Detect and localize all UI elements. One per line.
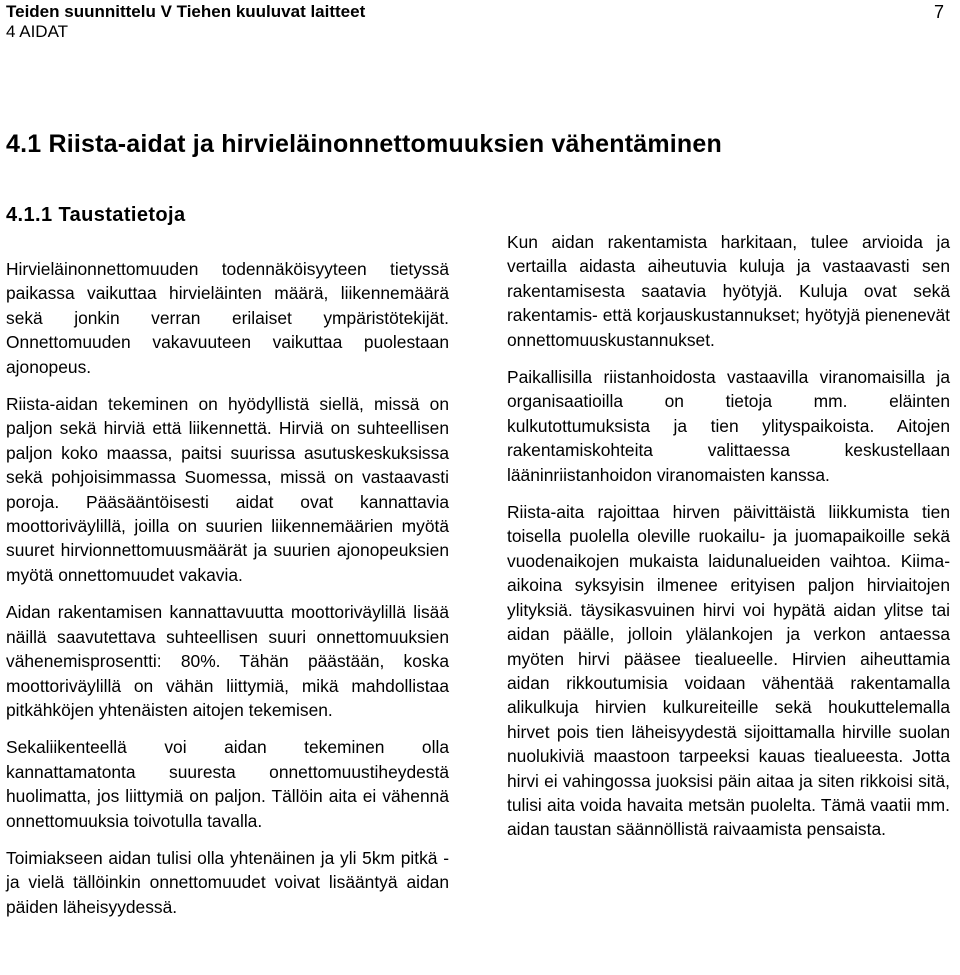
subsection-title: 4.1.1 Taustatietoja xyxy=(6,204,186,226)
paragraph: Riista-aita rajoittaa hirven päivittäistä liikkumista tien toisella puolella oleville ruokailu- ja juomapaikoille sekä vuodenaikojen mukaista laidunalueiden vaihtoa. Kiima-aikoina syksyisin ilmenee erityisen paljon hirviaitojen ylityksiä. täysikasvuinen hirvi voi hypätä aidan ylitse tai aidan päälle, jolloin ylälankojen ja verkon antaessa myöten hirvi pääsee tiealueelle. Hirvien aiheuttamia aidan rikkoutumisia voidaan vähentää rakentamalla alikulkuja hirvien kulkureiteille sekä houkuttelemalla hirvet pois tien läheisyydestä sijoittamalla hirville suolan nuolukiviä maastoon tarpeeksi kauas tiealueesta. Jotta hirvi ei vahingossa juoksisi päin aitaa ja siten rikkoisi sitä, tulisi aita voida havaita metsän puolelta. Tämä vaatii mm. aidan taustan säännöllistä raivaamista pensaista. xyxy=(507,502,950,840)
section-title: 4.1 Riista-aidat ja hirvieläinonnettomuuksien vähentäminen xyxy=(6,130,722,158)
paragraph: Aidan rakentamisen kannattavuutta moottoriväylillä lisää näillä saavutettava suhteellisen suuri onnettomuuksien vähenemisprosentti: 80%. Tähän päästään, koska moottoriväylillä on vähän liittymiä, mikä mahdollistaa pitkähköjen yhtenäisten aitojen tekemisen. xyxy=(6,602,449,720)
paragraph: Riista-aidan tekeminen on hyödyllistä siellä, missä on paljon sekä hirviä että liikennettä. Hirviä on suhteellisen paljon koko maassa, paitsi suurissa asutuskeskuksissa sekä pohjoisimmassa Suomessa, missä on vastaavasti poroja. Pääsääntöisesti aidat ovat kannattavia moottoriväylillä, joilla on suurien liikennemäärien myötä suuret hirvionnettomuusmäärät ja suurien ajonopeuksien myötä onnettomuudet vakavia. xyxy=(6,394,449,585)
paragraph: Sekaliikenteellä voi aidan tekeminen olla kannattamatonta suuresta onnettomuustiheydestä huolimatta, jos liittymiä on paljon. Tällöin aita ei vähennä onnettomuuksia toivotulla tavalla. xyxy=(6,737,449,831)
header-document-title: Teiden suunnittelu V Tiehen kuuluvat laitteet xyxy=(6,2,366,21)
paragraph: Toimiakseen aidan tulisi olla yhtenäinen ja yli 5km pitkä - ja vielä tällöinkin onnettomuudet voivat lisääntyä aidan päiden läheisyydessä. xyxy=(6,847,449,917)
paragraph: Hirvieläinonnettomuuden todennäköisyyteen tietyssä paikassa vaikuttaa hirvieläinten määrä, liikennemäärä sekä jonkin verran erilaiset ympäristötekijät. Onnettomuuden vakavuuteen vaikuttaa puolestaan ajonopeus. xyxy=(6,259,449,377)
page-number: 7 xyxy=(933,2,944,22)
header-chapter: 4 AIDAT xyxy=(6,22,69,41)
paragraph: Kun aidan rakentamista harkitaan, tulee arvioida ja vertailla aidasta aiheutuvia kuluja ja vastaavasti sen rakentamisesta saatavia hyötyjä. Kuluja ovat sekä rakentamis- että korjauskustannukset; hyötyjä pienenevät onnettomuuskustannukset. xyxy=(507,232,950,350)
left-column xyxy=(6,257,449,932)
running-header xyxy=(6,2,365,42)
right-column xyxy=(507,230,950,855)
paragraph: Paikallisilla riistanhoidosta vastaavilla viranomaisilla ja organisaatioilla on tietoja mm. eläinten kulkutottumuksista ja tien ylityspaikoista. Aitojen rakentamiskohteita valittaessa keskustellaan lääninriistanhoidon viranomaisten kanssa. xyxy=(507,367,950,485)
